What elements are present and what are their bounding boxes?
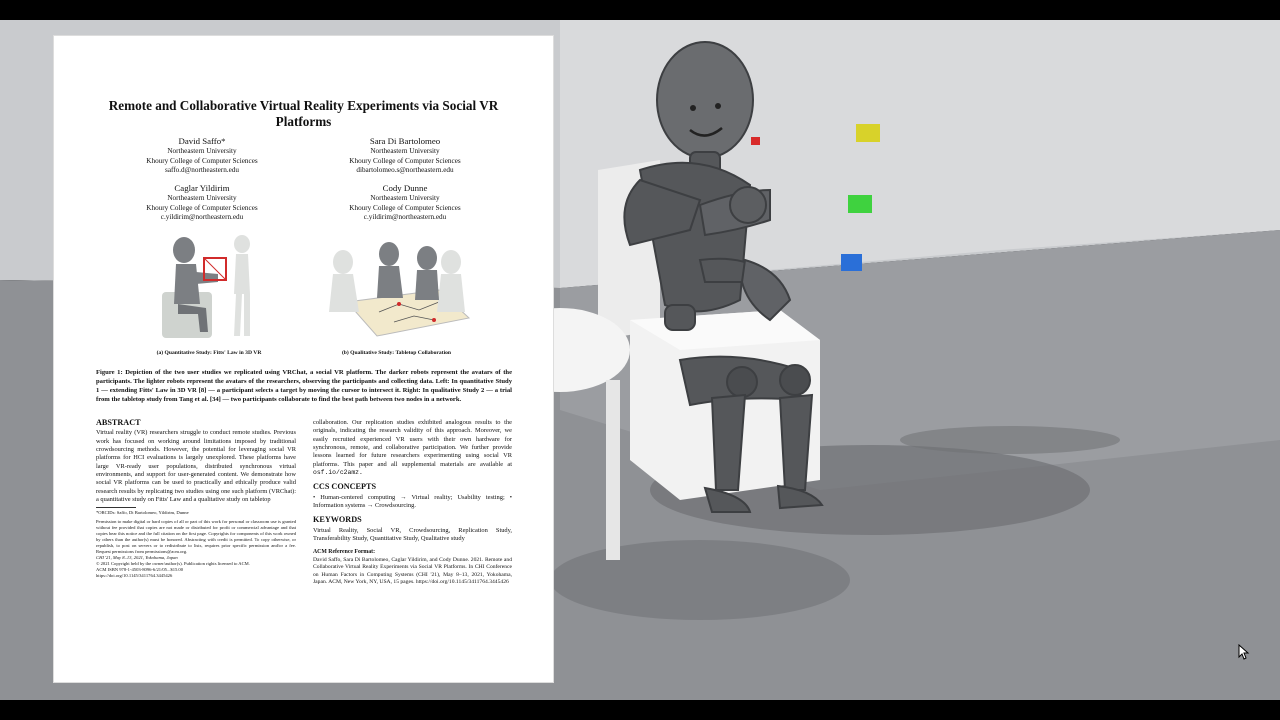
isbn-line: ACM ISBN 978-1-4503-8096-6/21/05...$15.00 [96, 566, 184, 572]
figure-a-illustration [154, 232, 264, 344]
target-cube-yellow [856, 124, 880, 142]
paper-page [54, 36, 553, 682]
abstract-heading: ABSTRACT [96, 418, 141, 427]
reference-heading: ACM Reference Format: [313, 549, 376, 556]
table-leg [606, 380, 620, 560]
author-name: Caglar Yildirim [174, 183, 230, 193]
figure-b-caption: (b) Qualitative Study: Tabletop Collaboration [341, 350, 452, 356]
figure-b-illustration [319, 232, 474, 344]
author-email: c.yildirim@northeastern.edu [160, 213, 244, 221]
table-shadow [550, 540, 850, 620]
author-email: c.yildirim@northeastern.edu [363, 213, 447, 221]
figure-caption: Figure 1: Depiction of the two user studies we replicated using VRChat, a social VR platform. The darker robots represent the avatars of the participants. The lighter robots represent the avatars of the researchers, observing the participants and collecting data. Left: In quantitative Study 1 — extending Fitts' Law in 3D VR [8] — a participant selects a target by moving the cursor to intersect it. Right: In qualitative Study 2 — a trial from the tabletop study from Tang et al. [34] — two participants collaborate to find the best path between two nodes in a network. [96, 369, 512, 404]
abstract-text: Virtual reality (VR) researchers struggle to conduct remote studies. Previous work has focused on working around limitations imposed by traditional crowdsourcing methods. However, the potential for leveraging social VR platforms for HCI evaluations is largely unexplored. These platforms have large VR-ready user populations, distributed synchronous virtual environments, and support for user-generated content. We demonstrate how social VR platforms can be used to practically and ethically produce valid research results by replicating two studies using one such platform (VRChat): a quantitative study on Fitts' Law and a qualitative study on tabletop [96, 429, 296, 504]
reference-text: David Saffo, Sara Di Bartolomeo, Caglar Yildirim, and Cody Dunne. 2021. Remote and Collaborative Virtual Reality Experiments via Social VR Platforms. In CHI Conference on Human Factors in Computing Systems (CHI '21), May 8–13, 2021, Yokohama, Japan. ACM, New York, NY, USA, 15 pages. https://doi.org/10.1145/3411764.3445426 [313, 556, 512, 586]
left-column [96, 419, 296, 578]
abstract-continuation: collaboration. Our replication studies exhibited analogous results to the originals, indicating the research validity of this approach. Moreover, we easily recruited experienced VR users with their own hardware for synchronous, remote, and collaborative participation. We further provide lessons learned for future researchers experimenting using social VR platforms. This paper and all supplemental materials are available at [313, 419, 512, 468]
author-affiliation: Northeastern University [370, 147, 440, 155]
supplement-link[interactable]: osf.io/c2amz. [313, 469, 363, 477]
footnote-rule [96, 507, 136, 508]
chair-shadow [900, 426, 1120, 454]
author-affiliation: Northeastern University [167, 147, 237, 155]
right-column [313, 419, 512, 586]
author-affiliation: Northeastern University [370, 194, 440, 202]
author-name: David Saffo* [178, 136, 226, 146]
author-department: Khoury College of Computer Sciences [146, 203, 258, 212]
keywords-heading: KEYWORDS [313, 515, 362, 525]
author-department: Khoury College of Computer Sciences [146, 156, 258, 165]
ccs-heading: CCS CONCEPTS [313, 482, 377, 492]
orcid-note: *ORCIDs: Saffo, Di Bartolomeo, Yildirim, Dunne [96, 510, 189, 516]
author-department: Khoury College of Computer Sciences [349, 203, 461, 212]
copyright-line: © 2021 Copyright held by the owner/author(s). Publication rights licensed to ACM. [96, 560, 250, 566]
keywords-text: Virtual Reality, Social VR, Crowdsourcing, Replication Study, Transferability Study, Quantitative Study, Qualitative study [313, 526, 512, 543]
conference-line: CHI '21, May 8–13, 2021, Yokohama, Japan [96, 554, 178, 560]
paper-title: Remote and Collaborative Virtual Reality Experiments via Social VR Platforms [108, 98, 499, 129]
author-affiliation: Northeastern University [167, 194, 237, 202]
figure-a-caption: (a) Quantitative Study: Fitts' Law in 3D VR [156, 350, 262, 356]
permission-text: Permission to make digital or hard copies of all or part of this work for personal or classroom use is granted without fee provided that copies are not made or distributed for profit or commercial advantage and that copies bear this notice and the full citation on the first page. Copyrights for components of this work owned by others than the author(s) must be honored. Abstracting with credit is permitted. To copy otherwise, or republish, to post on servers or to redistribute to lists, requires prior specific permission and/or a fee. Request permissions from permissions@acm.org. [96, 519, 296, 554]
author-block [102, 183, 302, 223]
author-email: saffo.d@northeastern.edu [165, 166, 239, 174]
author-name: Cody Dunne [382, 183, 428, 193]
target-cube-green [848, 195, 872, 213]
author-email: dibartolomeo.s@northeastern.edu [356, 166, 454, 174]
author-block [305, 136, 505, 176]
ccs-text: • Human-centered computing → Virtual reality; Usability testing; • Information systems → Crowdsourcing. [313, 493, 512, 510]
author-block [102, 136, 302, 176]
target-cube-blue [841, 254, 862, 271]
doi-line: https://doi.org/10.1145/3411764.3445426 [96, 572, 173, 578]
cursor-cube-red [751, 137, 760, 145]
author-name: Sara Di Bartolomeo [369, 136, 441, 146]
author-department: Khoury College of Computer Sciences [349, 156, 461, 165]
author-block [305, 183, 505, 223]
mouse-pointer-icon [1238, 644, 1250, 660]
